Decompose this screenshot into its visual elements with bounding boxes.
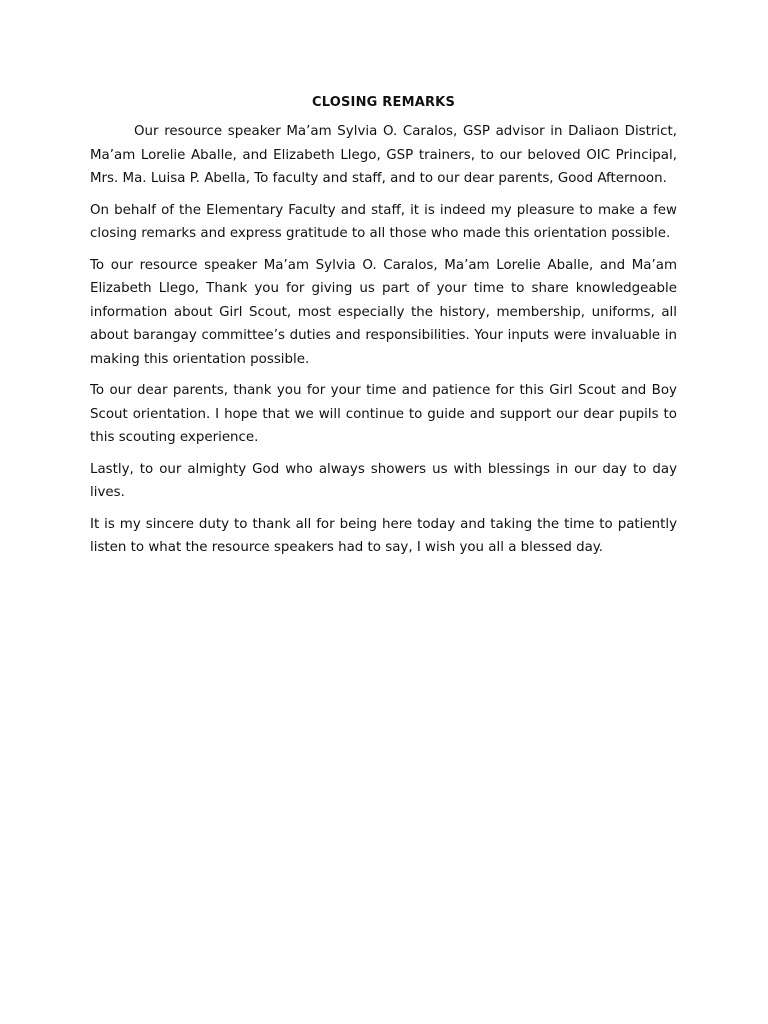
document-body [90, 93, 677, 568]
paragraph-speakers-thanks: To our resource speaker Ma’am Sylvia O. Caralos, Ma’am Lorelie Aballe, and Ma’am Elizabeth Llego, Thank you for giving us part of your time to share knowledgeable information about Girl Scout, most especially the history, membership, uniforms, all about barangay committee’s duties and responsibilities. Your inputs were invaluable in making this orientation possible. [90, 257, 677, 367]
paragraph-closing: It is my sincere duty to thank all for being here today and taking the time to patiently listen to what the resource speakers had to say, I wish you all a blessed day. [90, 516, 677, 555]
paragraph-god-thanks: Lastly, to our almighty God who always showers us with blessings in our day to day lives. [90, 461, 677, 500]
paragraph-greeting: Our resource speaker Ma’am Sylvia O. Caralos, GSP advisor in Daliaon District, Ma’am Lorelie Aballe, and Elizabeth Llego, GSP trainers, to our beloved OIC Principal, Mrs. Ma. Luisa P. Abella, To faculty and staff, and to our dear parents, Good Afternoon. [90, 124, 677, 186]
document-title: CLOSING REMARKS [311, 95, 456, 110]
paragraph-parents-thanks: To our dear parents, thank you for your time and patience for this Girl Scout and Boy Scout orientation. I hope that we will continue to guide and support our dear pupils to this scouting experience. [90, 383, 677, 445]
paragraph-opening: On behalf of the Elementary Faculty and staff, it is indeed my pleasure to make a few closing remarks and express gratitude to all those who made this orientation possible. [90, 202, 677, 241]
